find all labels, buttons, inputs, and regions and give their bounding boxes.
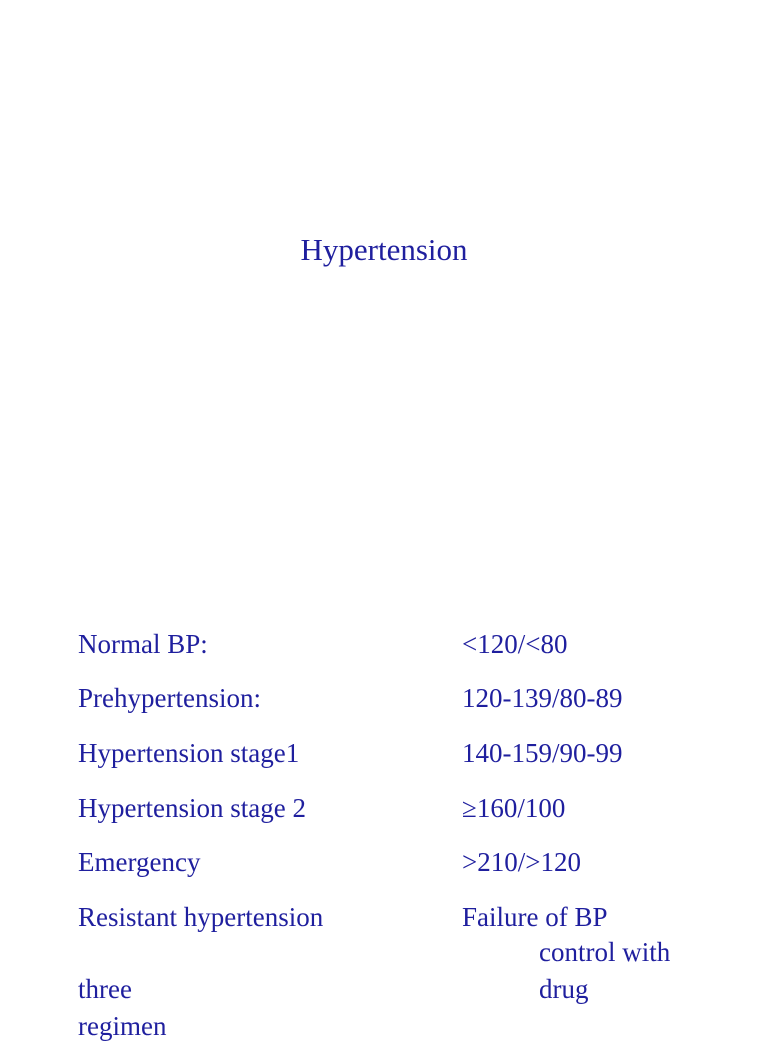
row-value: >210/>120 — [462, 847, 581, 877]
row-label: Prehypertension: — [78, 683, 261, 713]
bp-row-emergency — [0, 842, 768, 882]
row-label: Resistant hypertension — [78, 902, 324, 932]
bp-row-stage2 — [0, 788, 768, 828]
row-value: 120-139/80-89 — [462, 683, 623, 713]
page-title: Hypertension — [300, 232, 468, 267]
resistant-label-line-3: regimen — [78, 1011, 167, 1041]
bp-row-resistant — [0, 897, 768, 937]
row-label: Hypertension stage1 — [78, 738, 300, 768]
resistant-value-line-3: drug — [539, 974, 589, 1004]
row-value: Failure of BP — [462, 902, 608, 932]
bp-row-normal — [0, 624, 768, 664]
bp-row-stage1 — [0, 733, 768, 773]
resistant-value-line-2: control with — [539, 937, 671, 967]
bp-row-prehypertension — [0, 678, 768, 718]
row-label: Normal BP: — [78, 629, 208, 659]
row-value: <120/<80 — [462, 629, 568, 659]
resistant-label-line-2: three — [78, 974, 132, 1004]
row-label: Emergency — [78, 847, 201, 877]
row-value: ≥160/100 — [462, 793, 566, 823]
row-value: 140-159/90-99 — [462, 738, 623, 768]
row-label: Hypertension stage 2 — [78, 793, 306, 823]
